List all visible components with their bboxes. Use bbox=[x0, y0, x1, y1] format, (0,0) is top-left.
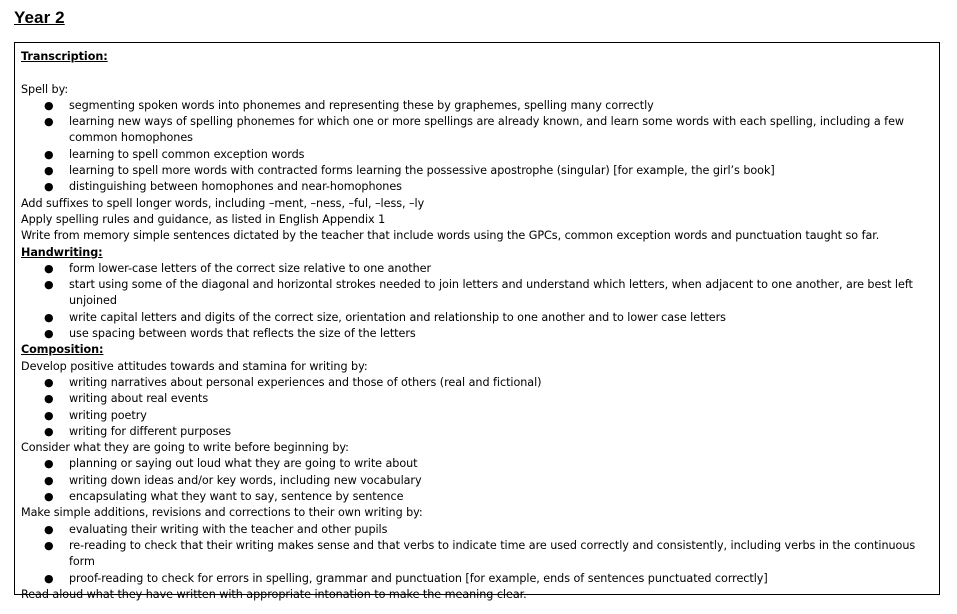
curriculum-table-cell bbox=[14, 42, 940, 601]
bullet-icon: ● bbox=[44, 115, 54, 129]
list-item-text: start using some of the diagonal and horizontal strokes needed to join letters and understand which letters, when adjacent to one another, are best left unjoined bbox=[69, 278, 913, 308]
list-item-text: learning to spell more words with contracted forms learning the possessive apostrophe (singular) [for example, the girl’s book] bbox=[69, 164, 775, 178]
list-item bbox=[21, 375, 933, 391]
list-item-text: write capital letters and digits of the correct size, orientation and relationship to one another and to lower case letters bbox=[69, 310, 726, 324]
develop-intro: Develop positive attitudes towards and stamina for writing by: bbox=[21, 359, 368, 373]
handwriting-list bbox=[21, 261, 933, 342]
page-title: Year 2 bbox=[14, 8, 65, 27]
spell-by-list bbox=[21, 98, 933, 196]
list-item-text: proof-reading to check for errors in spelling, grammar and punctuation [for example, ends of sentences punctuated correctly] bbox=[69, 571, 768, 585]
list-item bbox=[21, 424, 933, 440]
consider-list bbox=[21, 456, 933, 505]
bullet-icon: ● bbox=[44, 392, 54, 406]
list-item bbox=[21, 538, 933, 571]
list-item-text: encapsulating what they want to say, sentence by sentence bbox=[69, 490, 404, 504]
list-item-text: segmenting spoken words into phonemes and representing these by graphemes, spelling many correctly bbox=[69, 98, 654, 112]
develop-list bbox=[21, 375, 933, 440]
bullet-icon: ● bbox=[44, 571, 54, 585]
list-item-text: planning or saying out loud what they are going to write about bbox=[69, 457, 418, 471]
bullet-icon: ● bbox=[44, 490, 54, 504]
bullet-icon: ● bbox=[44, 408, 54, 422]
list-item bbox=[21, 277, 933, 310]
apply-rules-text: Apply spelling rules and guidance, as listed in English Appendix 1 bbox=[21, 212, 386, 226]
list-item-text: writing for different purposes bbox=[69, 424, 232, 438]
list-item bbox=[21, 179, 933, 195]
bullet-icon: ● bbox=[44, 457, 54, 471]
list-item-text: writing narratives about personal experiences and those of others (real and fictional) bbox=[69, 375, 542, 389]
list-item bbox=[21, 489, 933, 505]
spell-by-intro: Spell by: bbox=[21, 82, 69, 96]
list-item bbox=[21, 522, 933, 538]
list-item-text: evaluating their writing with the teacher and other pupils bbox=[69, 522, 388, 536]
bullet-icon: ● bbox=[44, 375, 54, 389]
read-aloud-text: Read aloud what they have written with appropriate intonation to make the meaning clear. bbox=[21, 587, 527, 601]
handwriting-heading: Handwriting: bbox=[21, 245, 103, 259]
list-item bbox=[21, 98, 933, 114]
list-item-text: learning new ways of spelling phonemes for which one or more spellings are already known, and learn some words with each spelling, including a few common homophones bbox=[69, 115, 905, 145]
transcription-heading: Transcription: bbox=[21, 50, 108, 63]
list-item-text: distinguishing between homophones and near-homophones bbox=[69, 180, 402, 194]
composition-heading: Composition: bbox=[21, 343, 104, 357]
bullet-icon: ● bbox=[44, 310, 54, 324]
list-item bbox=[21, 114, 933, 147]
list-item bbox=[21, 391, 933, 407]
list-item bbox=[21, 326, 933, 342]
list-item-text: re-reading to check that their writing makes sense and that verbs to indicate time are used correctly and consistently, including verbs in the continuous form bbox=[69, 538, 916, 569]
bullet-icon: ● bbox=[44, 261, 54, 275]
list-item bbox=[21, 571, 933, 587]
write-memory-text: Write from memory simple sentences dictated by the teacher that include words using the GPCs, common exception words and punctuation taught so far. bbox=[21, 229, 880, 243]
bullet-icon: ● bbox=[44, 327, 54, 341]
revisions-list bbox=[21, 522, 933, 587]
list-item-text: writing down ideas and/or key words, including new vocabulary bbox=[69, 473, 422, 487]
bullet-icon: ● bbox=[44, 424, 54, 438]
bullet-icon: ● bbox=[44, 278, 54, 292]
blank-line bbox=[21, 65, 933, 81]
list-item-text: writing poetry bbox=[69, 408, 147, 422]
list-item bbox=[21, 473, 933, 489]
list-item bbox=[21, 163, 933, 179]
bullet-icon: ● bbox=[44, 164, 54, 178]
suffixes-text: Add suffixes to spell longer words, including –ment, –ness, –ful, –less, –ly bbox=[21, 196, 425, 210]
list-item-text: writing about real events bbox=[69, 392, 209, 406]
list-item-text: form lower-case letters of the correct size relative to one another bbox=[69, 261, 432, 275]
bullet-icon: ● bbox=[44, 147, 54, 161]
bullet-icon: ● bbox=[44, 98, 54, 112]
bullet-icon: ● bbox=[44, 180, 54, 194]
list-item bbox=[21, 261, 933, 277]
list-item-text: use spacing between words that reflects the size of the letters bbox=[69, 327, 416, 341]
list-item-text: learning to spell common exception words bbox=[69, 147, 305, 161]
bullet-icon: ● bbox=[44, 473, 54, 487]
consider-intro: Consider what they are going to write before beginning by: bbox=[21, 441, 349, 455]
list-item bbox=[21, 310, 933, 326]
bullet-icon: ● bbox=[44, 538, 54, 552]
cell-content bbox=[21, 49, 933, 603]
list-item bbox=[21, 456, 933, 472]
list-item bbox=[21, 147, 933, 163]
bullet-icon: ● bbox=[44, 522, 54, 536]
list-item bbox=[21, 408, 933, 424]
revisions-intro: Make simple additions, revisions and corrections to their own writing by: bbox=[21, 506, 423, 520]
